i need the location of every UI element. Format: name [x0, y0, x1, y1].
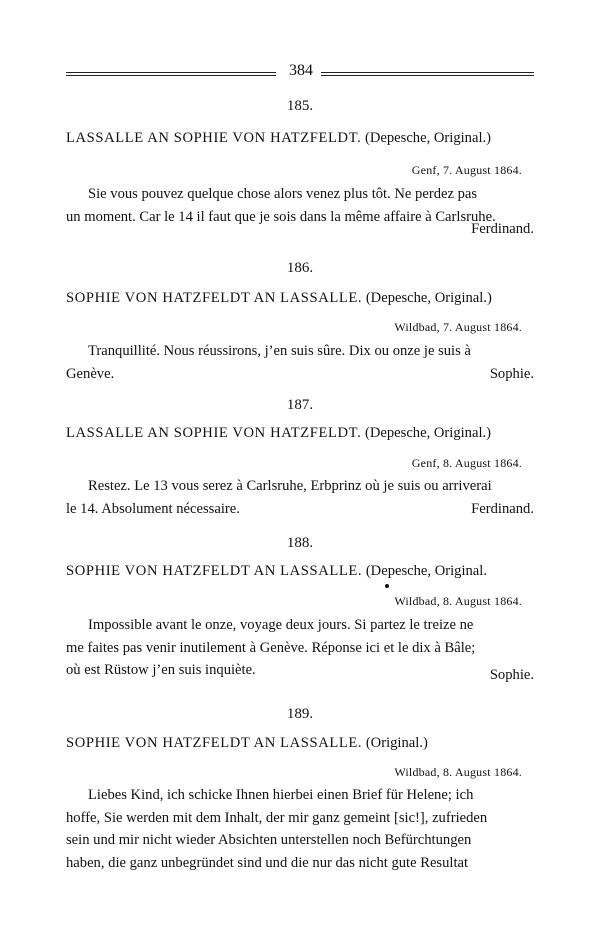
header-rule-left [66, 72, 276, 76]
body-line: où est Rüstow j’en suis inquiète. [66, 662, 256, 678]
entry-number: 187. [286, 397, 314, 413]
entry-heading: LASSALLE AN SOPHIE VON HATZFELDT. [66, 425, 362, 441]
entry-signature: Ferdinand. [471, 500, 534, 517]
entry-body [66, 784, 534, 874]
entry-heading: SOPHIE VON HATZFELDT AN LASSALLE. [66, 563, 363, 579]
body-line: Restez. Le 13 vous serez à Carlsruhe, Erbprinz où je suis ou arriverai [88, 478, 492, 494]
entry-heading: LASSALLE AN SOPHIE VON HATZFELDT. [66, 130, 362, 146]
entry-dateline: Wildbad, 7. August 1864. [394, 320, 522, 334]
entry-dateline: Wildbad, 8. August 1864. [394, 765, 522, 779]
body-line: Impossible avant le onze, voyage deux jours. Si partez le treize ne [88, 617, 474, 633]
entry-body [66, 614, 534, 682]
body-line-with-signature [66, 363, 534, 386]
entry-title [66, 290, 536, 307]
entry-signature: Ferdinand. [471, 221, 534, 237]
body-line: haben, die ganz unbegründet sind und die nur das nicht gute Resultat [66, 854, 469, 871]
entry-note: (Depesche, Original.) [365, 290, 492, 306]
entry-dateline: Genf, 8. August 1864. [411, 456, 522, 470]
body-line: Liebes Kind, ich schicke Ihnen hierbei einen Brief für Helene; ich [88, 787, 474, 803]
body-line: me faites pas venir inutilement à Genève. Réponse ici et le dix à Bâle; [66, 639, 476, 656]
entry-signature: Sophie. [489, 365, 534, 382]
entry-title [66, 563, 536, 580]
body-line-with-signature [66, 498, 534, 521]
entry-signature: Sophie. [489, 667, 534, 683]
body-line: un moment. Car le 14 il faut que je sois dans la même affaire à Carlsruhe. [66, 208, 496, 225]
page-number: 384 [289, 62, 313, 79]
entry-body [66, 183, 534, 228]
entry-number: 189. [286, 706, 314, 722]
ink-dot [385, 584, 389, 588]
entry-title [66, 130, 536, 147]
entry-title [66, 735, 536, 752]
body-line: le 14. Absolument nécessaire. [66, 500, 240, 517]
entry-dateline: Wildbad, 8. August 1864. [394, 594, 522, 608]
body-line: hoffe, Sie werden mit dem Inhalt, der mir ganz gemeint [sic!], zufrieden [66, 809, 488, 826]
entry-number: 186. [286, 260, 314, 276]
entry-note: (Depesche, Original. [365, 563, 487, 579]
entry-number: 185. [286, 98, 314, 114]
entry-note: (Depesche, Original.) [364, 130, 492, 146]
entry-note: (Original.) [365, 735, 428, 751]
entry-note: (Depesche, Original.) [364, 425, 492, 441]
body-line: Sie vous pouvez quelque chose alors venez plus tôt. Ne perdez pas [88, 186, 478, 202]
body-line: Genève. [66, 365, 115, 382]
body-line: sein und mir nicht wieder Absichten unterstellen noch Befürchtungen [66, 832, 472, 848]
entry-heading: SOPHIE VON HATZFELDT AN LASSALLE. [66, 290, 363, 306]
entry-title [66, 425, 536, 442]
entry-heading: SOPHIE VON HATZFELDT AN LASSALLE. [66, 735, 363, 751]
entry-dateline: Genf, 7. August 1864. [411, 163, 522, 177]
entry-body [66, 475, 534, 520]
page-header [66, 64, 534, 86]
entry-number: 188. [286, 535, 314, 551]
header-rule-right [321, 72, 534, 76]
entry-body [66, 340, 534, 385]
body-line: Tranquillité. Nous réussirons, j’en suis sûre. Dix ou onze je suis à [88, 343, 471, 359]
